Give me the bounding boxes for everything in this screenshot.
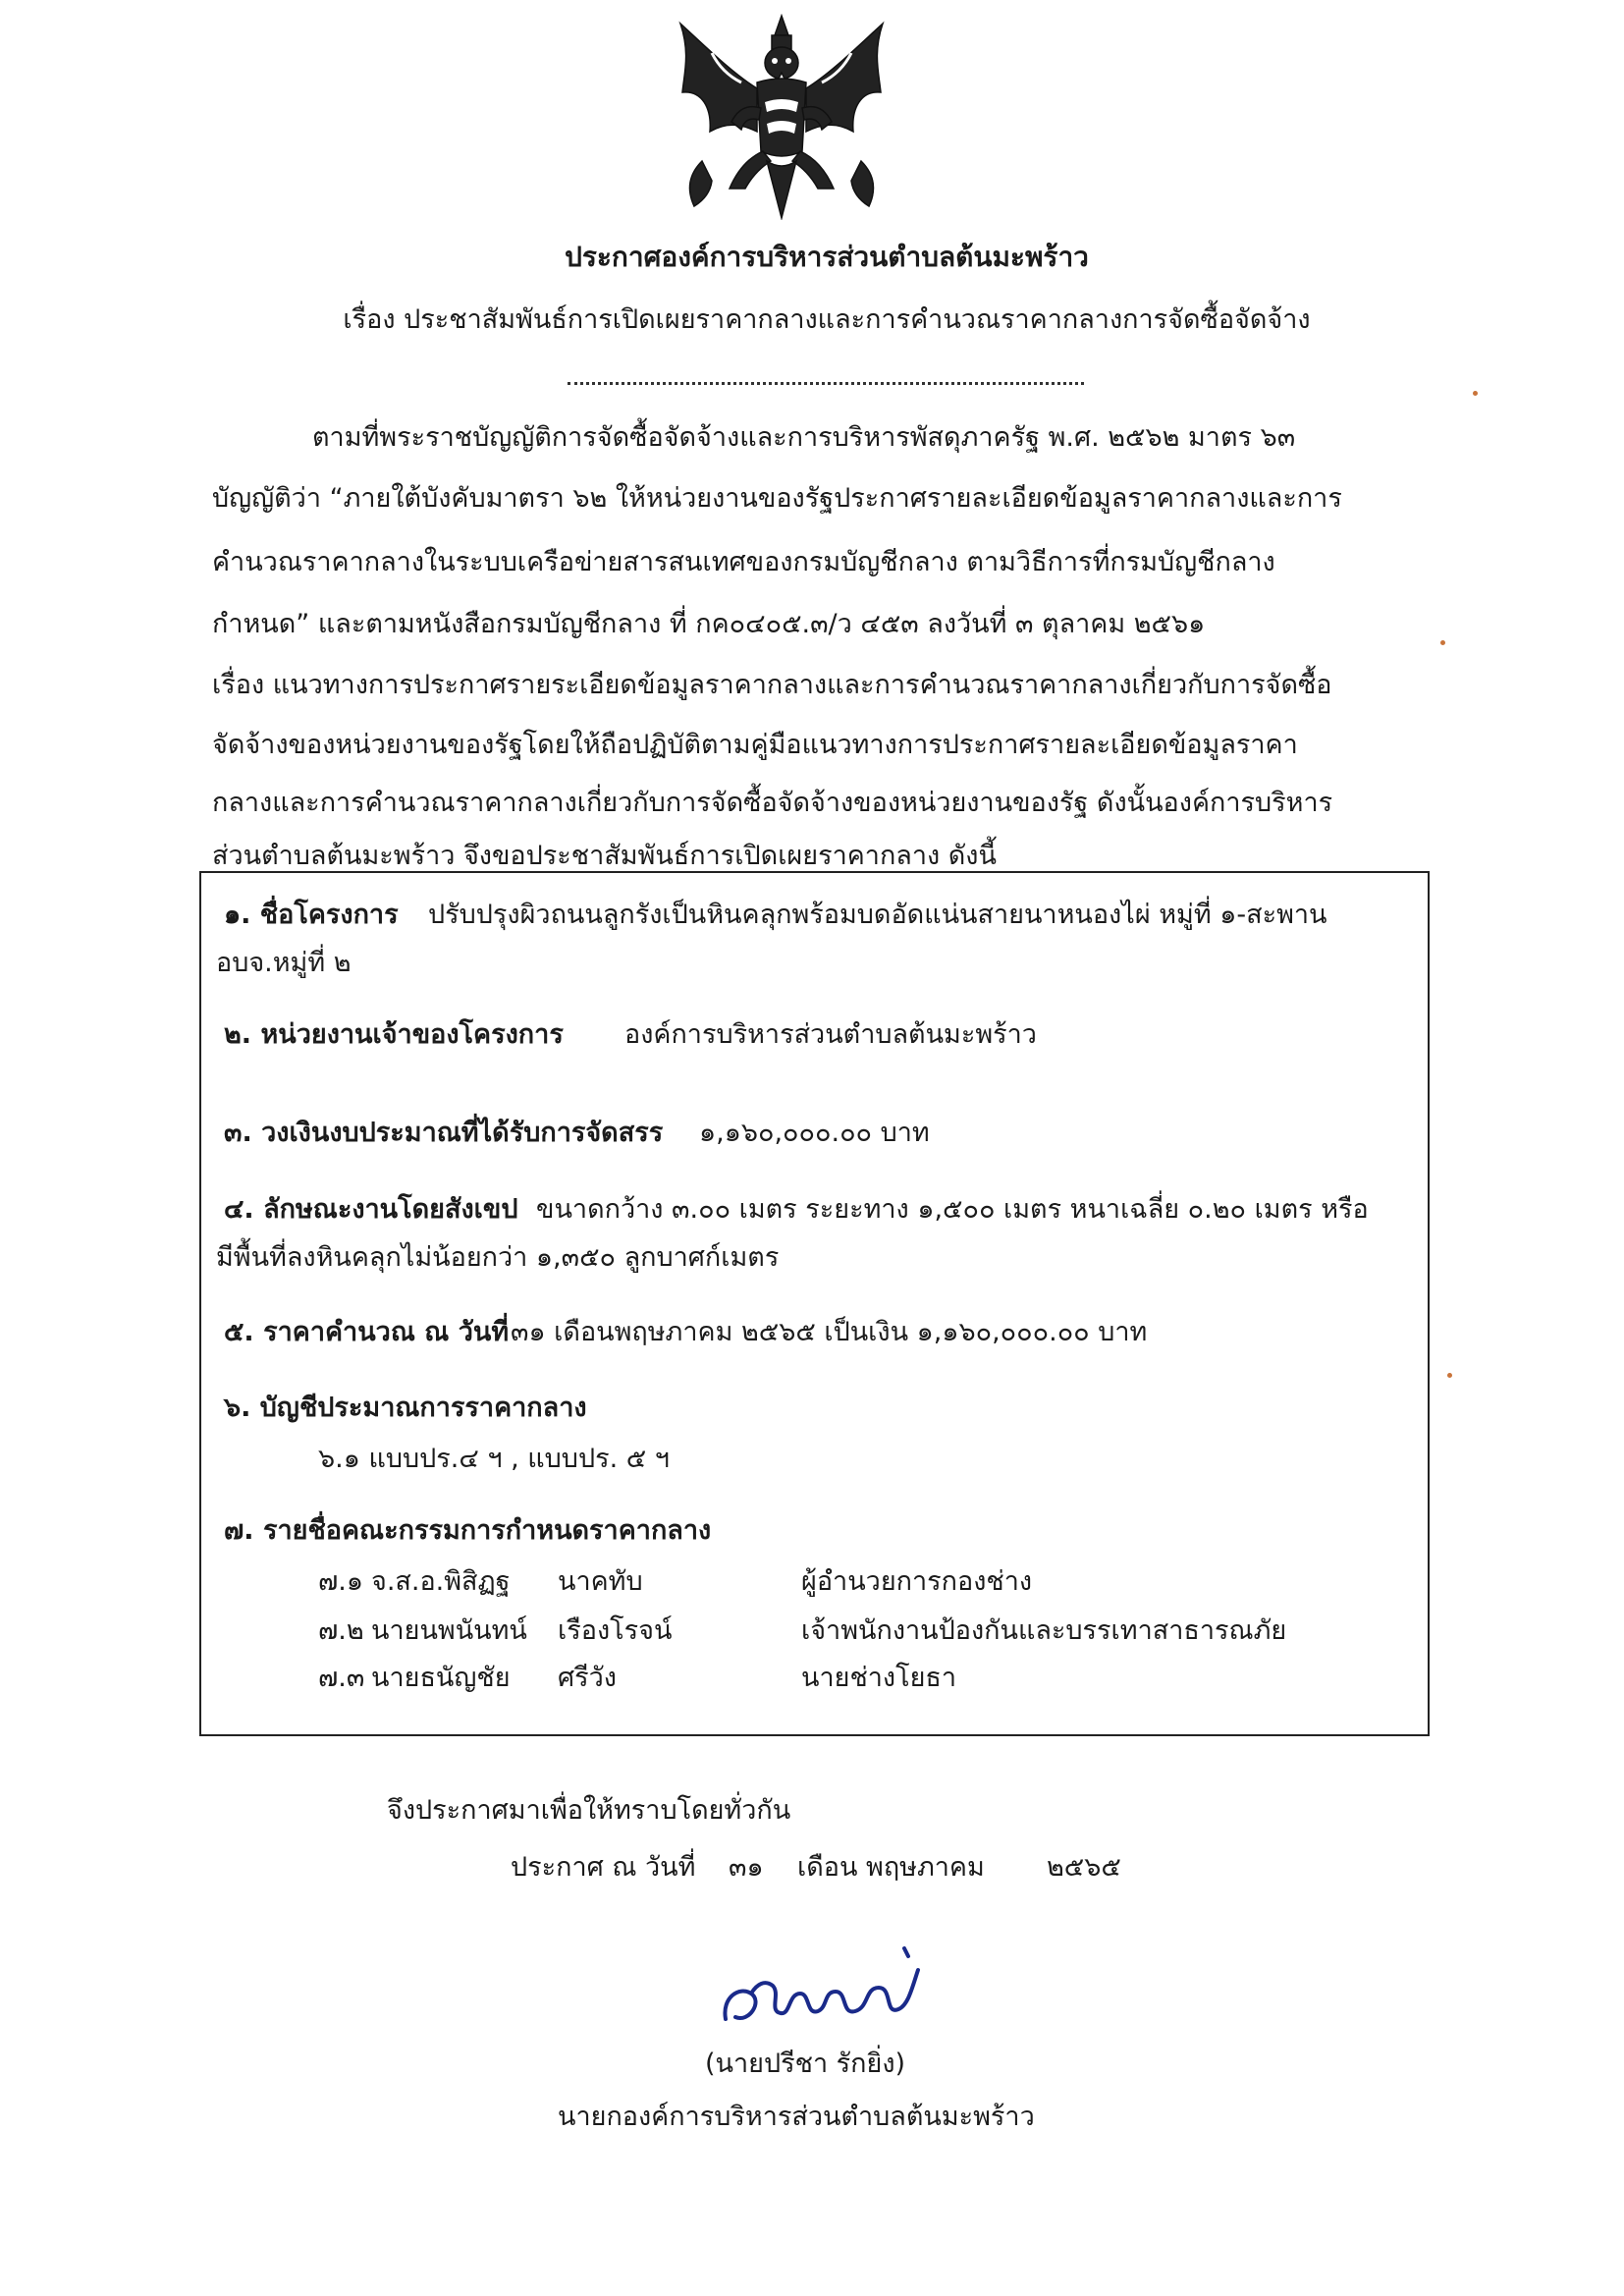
- item5-value: ๓๑ เดือนพฤษภาคม ๒๕๖๕ เป็นเงิน ๑,๑๖๐,๐๐๐.๐๐ บาท: [511, 1317, 1148, 1347]
- garuda-emblem-icon: [673, 14, 891, 220]
- item1-value-continued: อบจ.หมู่ที่ ๒: [216, 948, 352, 978]
- body-line-5: เรื่อง แนวทางการประกาศรายระเอียดข้อมูลราคากลางและการคำนวณราคากลางเกี่ยวกับการจัดซื้อ: [212, 670, 1332, 700]
- body-line-3: คำนวณราคากลางในระบบเครือข่ายสารสนเทศของกรมบัญชีกลาง ตามวิธีการที่กรมบัญชีกลาง: [212, 547, 1275, 577]
- committee-position: นายช่างโยธา: [801, 1663, 957, 1693]
- closing-statement: จึงประกาศมาเพื่อให้ทราบโดยทั่วกัน: [387, 1795, 791, 1826]
- body-line-8: ส่วนตำบลต้นมะพร้าว จึงขอประชาสัมพันธ์การเปิดเผยราคากลาง ดังนี้: [212, 841, 997, 871]
- item4-label: ๔. ลักษณะงานโดยสังเขป: [224, 1194, 518, 1225]
- announce-date-label: ประกาศ ณ วันที่: [511, 1852, 696, 1883]
- committee-name: นายธนัญชัย: [371, 1663, 511, 1693]
- body-line-4: กำหนด” และตามหนังสือกรมบัญชีกลาง ที่ กค๐๔๐๕.๓/ว ๔๕๓ ลงวันที่ ๓ ตุลาคม ๒๕๖๑: [212, 609, 1206, 639]
- body-line-6: จัดจ้างของหน่วยงานของรัฐโดยให้ถือปฏิบัติตามคู่มือแนวทางการประกาศรายละเอียดข้อมูลราคา: [212, 730, 1298, 760]
- body-line-7: กลางและการคำนวณราคากลางเกี่ยวกับการจัดซื้อจัดจ้างของหน่วยงานของรัฐ ดังนั้นองค์การบริหาร: [212, 788, 1333, 818]
- item3-value: ๑,๑๖๐,๐๐๐.๐๐ บาท: [699, 1118, 930, 1148]
- item7-label: ๗. รายชื่อคณะกรรมการกำหนดราคากลาง: [224, 1515, 712, 1546]
- item1-label: ๑. ชื่อโครงการ: [224, 900, 399, 930]
- announcement-title: ประกาศองค์การบริหารส่วนตำบลต้นมะพร้าว: [565, 241, 1089, 273]
- scan-speck: [1447, 1373, 1452, 1378]
- item6-label: ๖. บัญชีประมาณการราคากลาง: [224, 1393, 587, 1423]
- signer-title: นายกองค์การบริหารส่วนตำบลต้นมะพร้าว: [558, 2102, 1035, 2132]
- announce-month: เดือน พฤษภาคม: [797, 1852, 985, 1883]
- scan-speck: [1440, 640, 1445, 645]
- committee-surname: เรืองโรจน์: [558, 1615, 673, 1646]
- separator-dotted-line: [568, 382, 1084, 385]
- item3-label: ๓. วงเงินงบประมาณที่ได้รับการจัดสรร: [224, 1118, 664, 1148]
- body-line-2: บัญญัติว่า “ภายใต้บังคับมาตรา ๖๒ ให้หน่วยงานของรัฐประกาศรายละเอียดข้อมูลราคากลางและการ: [212, 483, 1342, 514]
- body-line-1: ตามที่พระราชบัญญัติการจัดซื้อจัดจ้างและการบริหารพัสดุภาครัฐ พ.ศ. ๒๕๖๒ มาตร ๖๓: [312, 422, 1296, 453]
- item6-sub: ๖.๑ แบบปร.๔ ฯ , แบบปร. ๕ ฯ: [318, 1444, 670, 1474]
- handwritten-signature: [712, 1933, 933, 2041]
- committee-no: ๗.๓: [318, 1663, 365, 1693]
- committee-surname: นาคทับ: [558, 1566, 643, 1597]
- signer-name: (นายปรีชา รักยิ่ง): [705, 2049, 906, 2079]
- item1-value: ปรับปรุงผิวถนนลูกรังเป็นหินคลุกพร้อมบดอัดแน่นสายนาหนองไผ่ หมู่ที่ ๑-สะพาน: [428, 900, 1327, 930]
- item5-label: ๕. ราคาคำนวณ ณ วันที่: [224, 1317, 510, 1347]
- item2-label: ๒. หน่วยงานเจ้าของโครงการ: [224, 1019, 564, 1050]
- scan-speck: [1473, 391, 1478, 396]
- committee-no: ๗.๒: [318, 1615, 364, 1646]
- announce-day: ๓๑: [729, 1852, 764, 1883]
- item2-value: องค์การบริหารส่วนตำบลต้นมะพร้าว: [624, 1019, 1037, 1050]
- announcement-subject: เรื่อง ประชาสัมพันธ์การเปิดเผยราคากลางและการคำนวณราคากลางการจัดซื้อจัดจ้าง: [343, 304, 1311, 335]
- item4-value-continued: มีพื้นที่ลงหินคลุกไม่น้อยกว่า ๑,๓๕๐ ลูกบาศก์เมตร: [216, 1242, 780, 1273]
- committee-position: เจ้าพนักงานป้องกันและบรรเทาสาธารณภัย: [801, 1615, 1287, 1646]
- committee-position: ผู้อำนวยการกองช่าง: [801, 1566, 1033, 1597]
- announce-year: ๒๕๖๕: [1047, 1852, 1121, 1883]
- committee-name: จ.ส.อ.พิสิฏฐ: [371, 1566, 511, 1597]
- project-details-box: [199, 871, 1430, 1736]
- committee-name: นายนพนันทน์: [371, 1615, 527, 1646]
- committee-surname: ศรีวัง: [558, 1663, 617, 1693]
- committee-no: ๗.๑: [318, 1566, 364, 1597]
- item4-value: ขนาดกว้าง ๓.๐๐ เมตร ระยะทาง ๑,๕๐๐ เมตร หนาเฉลี่ย ๐.๒๐ เมตร หรือ: [536, 1194, 1369, 1225]
